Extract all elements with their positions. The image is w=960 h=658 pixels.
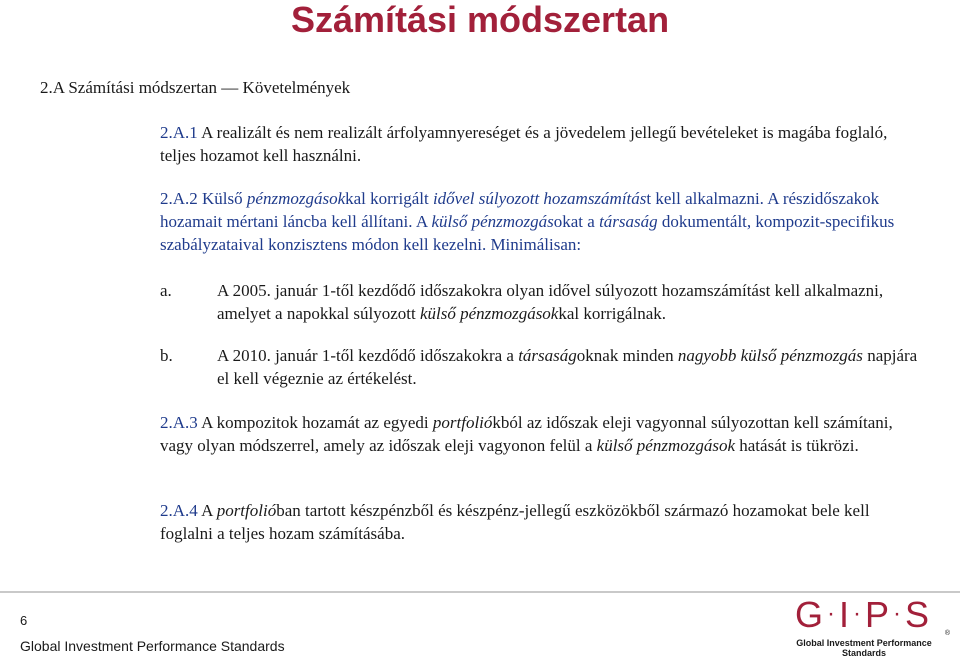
text-run: idővel súlyozott hozamszámítás [432, 189, 647, 208]
text-run: külső pénzmozgások [420, 304, 559, 323]
text-run: oknak minden [576, 346, 678, 365]
text-run: A 2010. január 1-től kezdődő időszakokra a [217, 346, 519, 365]
text-run: t kell alkalmazni. A részidőszakok hozamait mértani láncba kell állítani. A [160, 189, 880, 231]
text-run: A kompozitok hozamát az egyedi [197, 413, 433, 432]
logo-letter: I [838, 594, 853, 635]
list-item-text [217, 344, 920, 390]
list-marker: a. [160, 281, 172, 300]
section-text [160, 189, 894, 254]
text-run: A realizált és nem realizált árfolyamnyereséget és a jövedelem jellegű bevételeket is magába foglaló, teljes hozamot kell használni. [160, 123, 888, 165]
section-2a2 [160, 187, 920, 256]
section-text [160, 123, 887, 165]
section-number: 2.A.1 [160, 123, 198, 142]
text-run: napjára el kell végeznie az értékelést. [217, 346, 918, 388]
footer-divider [0, 591, 960, 593]
text-run: portfolió [432, 413, 493, 432]
text-run: portfolió [216, 501, 277, 520]
list-item-a [160, 279, 920, 325]
text-run: A 2005. január 1-től kezdődő időszakokra olyan idővel súlyozott hozamszámítást kell alkalmazni, amelyet a napokkal súlyozott [217, 281, 884, 323]
section-2a3 [160, 411, 920, 457]
logo-registered-mark: ® [944, 630, 950, 637]
logo-letter: S [905, 594, 934, 635]
text-run: pénzmozgások [246, 189, 346, 208]
section-number: 2.A.3 [160, 413, 198, 432]
logo-letter: P [865, 594, 894, 635]
list-marker: b. [160, 346, 173, 365]
section-number: 2.A.4 [160, 501, 198, 520]
gips-logo-subtitle: Global Investment Performance Standards [796, 638, 932, 658]
gips-logo-word: G·I·P·S [794, 594, 934, 635]
section-text [160, 413, 893, 455]
section-number: 2.A.2 [160, 189, 198, 208]
gips-logo [778, 594, 950, 658]
text-run: külső pénzmozgások [596, 436, 736, 455]
list-item-text [217, 279, 920, 325]
text-run: kal korrigált [345, 189, 433, 208]
section-subtitle: 2.A Számítási módszertan — Követelmények [40, 78, 351, 97]
footer-text: Global Investment Performance Standards [20, 638, 285, 654]
page-number: 6 [20, 613, 28, 628]
text-run: okat a [553, 212, 600, 231]
section-2a1 [160, 121, 920, 167]
logo-letter: G [794, 594, 827, 635]
section-2a4 [160, 499, 920, 545]
section-text [160, 501, 870, 543]
text-run: kal korrigálnak. [558, 304, 666, 323]
text-run: A [197, 501, 217, 520]
text-run: külső pénzmozgás [431, 212, 554, 231]
page-title: Számítási módszertan [290, 0, 670, 40]
text-run: dokumentált, kompozit-specifikus szabályzataival konzisztens módon kell kezelni. Minimálisan: [160, 212, 895, 254]
text-run: társaság [599, 212, 658, 231]
text-run: Külső [197, 189, 247, 208]
text-run: ban tartott készpénzből és készpénz-jellegű eszközökből származó hozamokat bele kell foglalni a teljes hozam számításába. [160, 501, 870, 543]
text-run: nagyobb külső pénzmozgás [677, 346, 863, 365]
text-run: hatását is tükrözi. [735, 436, 859, 455]
text-run: kból az időszak eleji vagyonnal súlyozottan kell számítani, vagy olyan módszerrel, amely az időszak eleji vagyonon felül a [160, 413, 893, 455]
list-item-b [160, 344, 920, 390]
text-run: társaság [518, 346, 577, 365]
